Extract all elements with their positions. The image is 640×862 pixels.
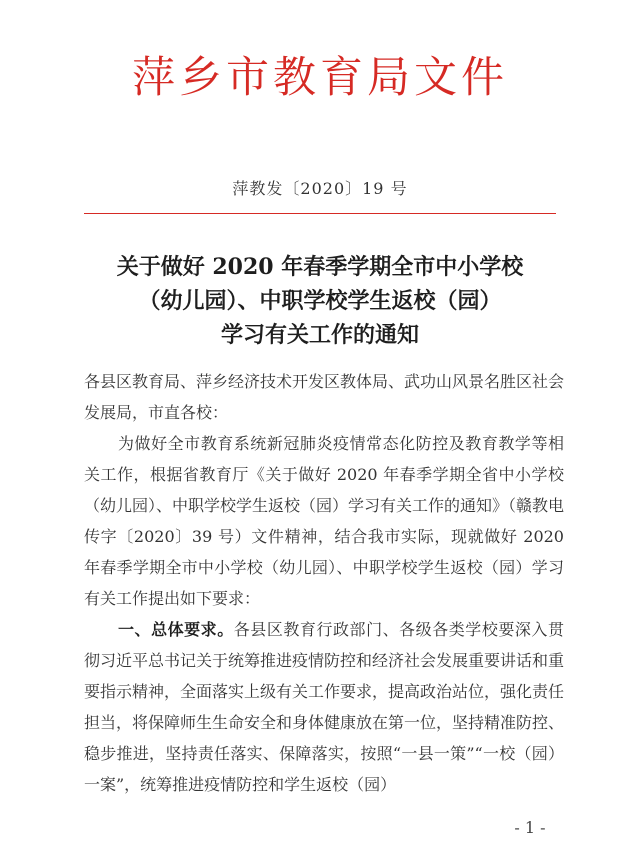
document-number: 萍教发〔2020〕19 号 — [232, 179, 408, 198]
intro-paragraph: 为做好全市教育系统新冠肺炎疫情常态化防控及教育教学等相关工作，根据省教育厅《关于做好 2020 年春季学期全省中小学校（幼儿园）、中职学校学生返校（园）学习有关工作的通知》（赣教电传字〔2020〕39 号）文件精神，结合我市实际，现就做好 2020 年春季学期全市中小学校（幼儿园）、中职学校学生返校（园）学习有关工作提出如下要求： — [84, 434, 565, 608]
red-divider-line — [84, 213, 556, 214]
title-line-3: 学习有关工作的通知 — [220, 322, 419, 348]
title-line-1: 关于做好 2020 年春季学期全市中小学校 — [116, 254, 524, 280]
document-masthead: 萍乡市教育局文件 — [132, 53, 508, 103]
title-line-2: （幼儿园）、中职学校学生返校（园） — [138, 288, 502, 314]
section-1-text: 各县区教育行政部门、各级各类学校要深入贯彻习近平总书记关于统筹推进疫情防控和经济社会发展重要讲话和重要指示精神，全面落实上级有关工作要求，提高政治站位，强化责任担当，将保障师生生命安全和身体健康放在第一位，坚持精准防控、稳步推进，坚持责任落实、保障落实，按照“一县一策”“一校（园）一案”，统筹推进疫情防控和学生返校（园） — [84, 620, 565, 794]
page-number: - 1 - — [514, 818, 546, 837]
section-1-paragraph — [84, 614, 564, 800]
document-body — [84, 366, 564, 800]
document-title — [0, 250, 640, 352]
addressee-paragraph: 各县区教育局、萍乡经济技术开发区教体局、武功山风景名胜区社会发展局，市直各校： — [84, 372, 565, 422]
section-1-heading: 一、总体要求。 — [118, 620, 234, 639]
